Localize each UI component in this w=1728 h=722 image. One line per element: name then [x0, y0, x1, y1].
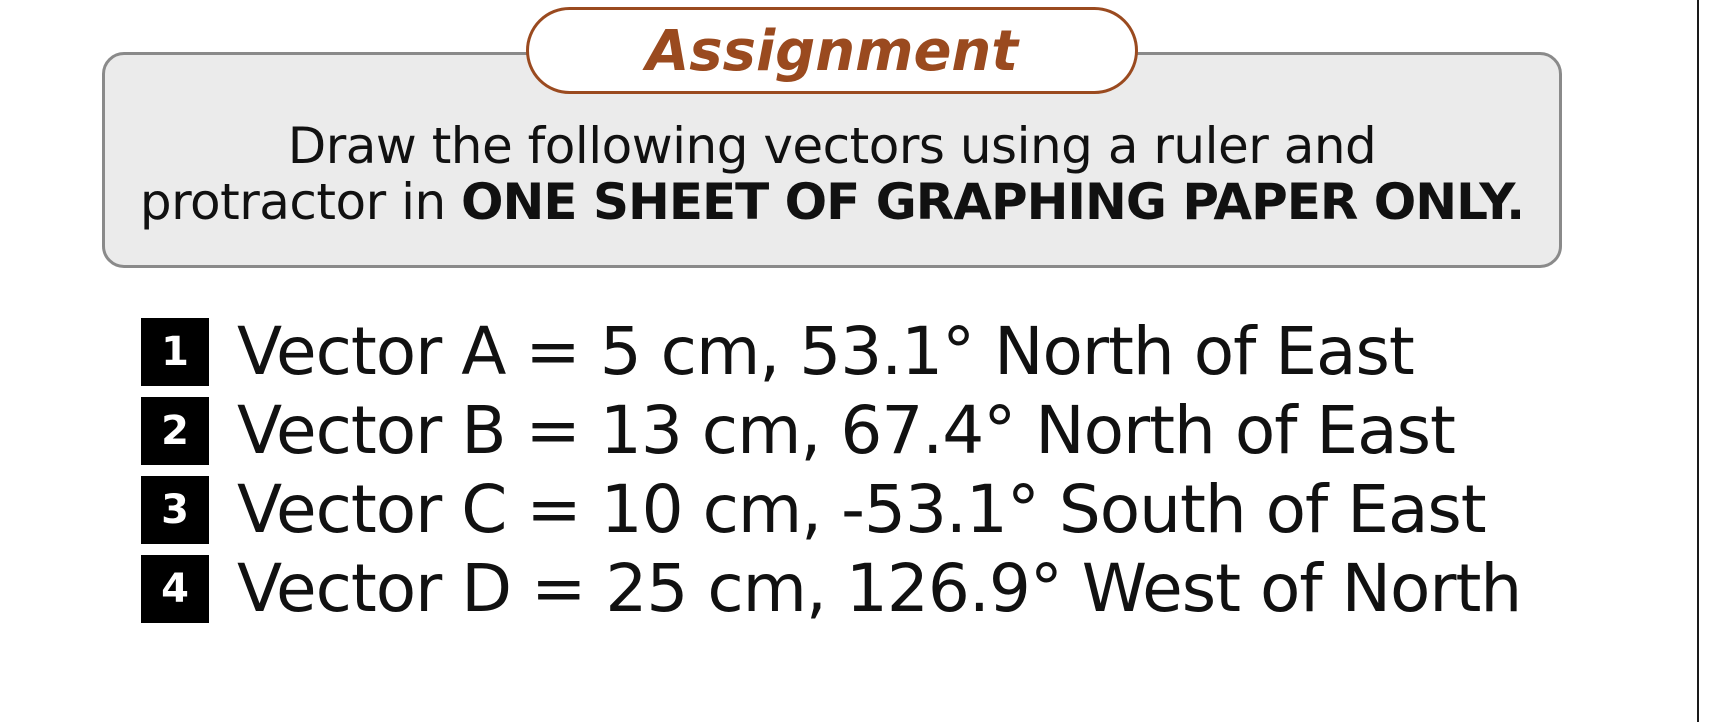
item-number-badge: 1 [141, 318, 209, 386]
item-number-badge: 4 [141, 555, 209, 623]
instructions-line-2 [102, 174, 1562, 230]
vector-a-text: Vector A = 5 cm, 53.1° North of East [237, 313, 1414, 390]
vector-b-text: Vector B = 13 cm, 67.4° North of East [237, 392, 1455, 469]
item-number-badge: 2 [141, 397, 209, 465]
list-item [141, 392, 1521, 476]
item-number-badge: 3 [141, 476, 209, 544]
instructions-line-2-prefix: protractor in [139, 173, 462, 231]
page-edge-rule [1697, 0, 1699, 722]
list-item [141, 313, 1521, 397]
list-item [141, 471, 1521, 555]
assignment-title-pill [526, 7, 1138, 94]
vector-list [141, 313, 1522, 634]
vector-d-text: Vector D = 25 cm, 126.9° West of North [237, 550, 1522, 627]
list-item [141, 550, 1522, 634]
vector-c-text: Vector C = 10 cm, -53.1° South of East [237, 471, 1486, 548]
assignment-title: Assignment [645, 18, 1019, 84]
instructions-line-1: Draw the following vectors using a ruler and [287, 117, 1377, 175]
assignment-instructions [102, 118, 1562, 230]
instructions-emphasis: ONE SHEET OF GRAPHING PAPER ONLY. [461, 173, 1525, 231]
